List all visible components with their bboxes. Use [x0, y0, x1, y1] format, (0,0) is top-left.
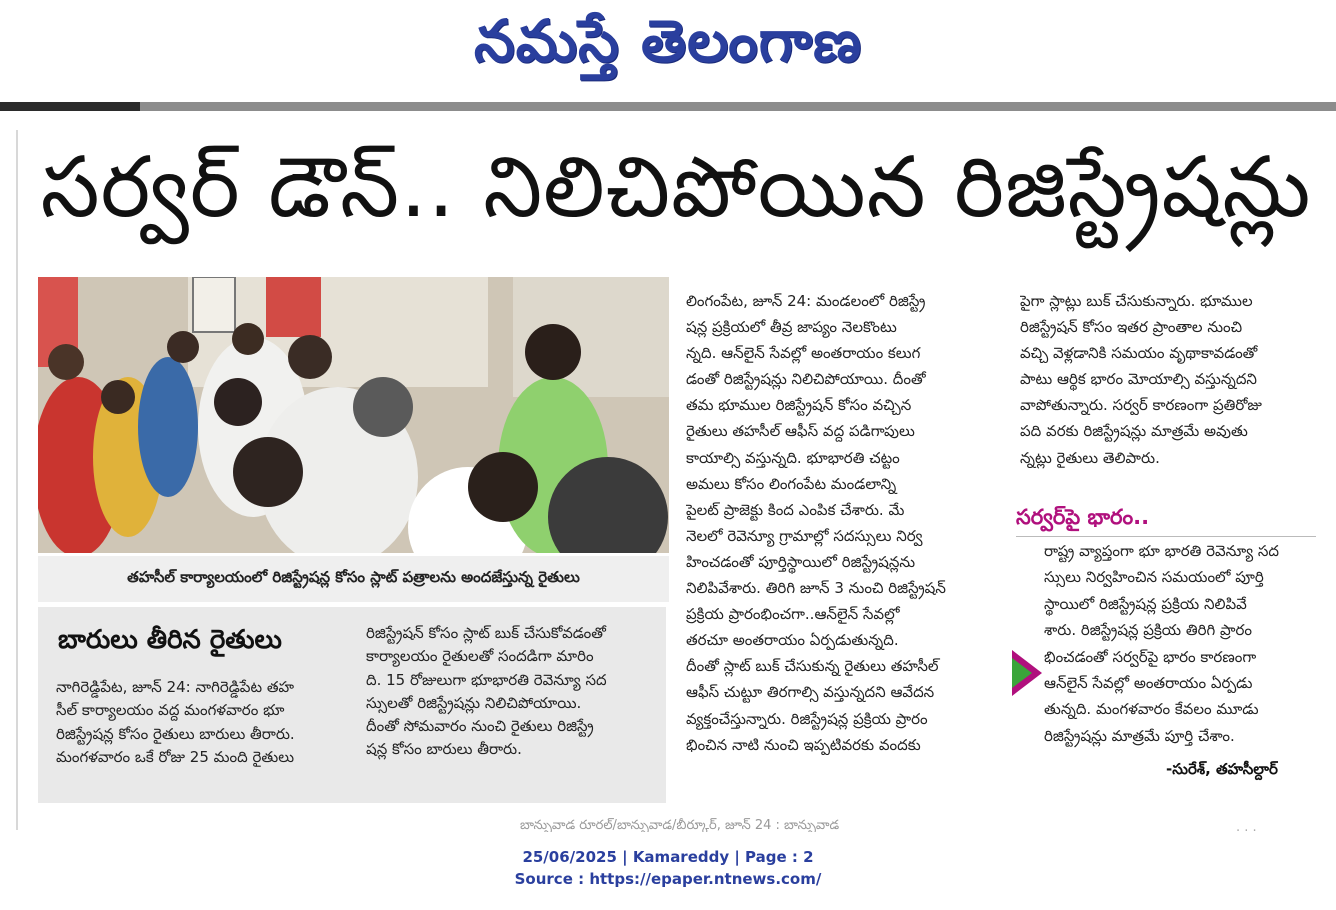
quote-line: భించడంతో సర్వర్‌పై భారం కారణంగా [1044, 647, 1257, 666]
article-line: పైగా స్లాట్లు బుక్ చేసుకున్నారు. భూముల [1020, 292, 1253, 310]
article-line: ఆఫీస్ చుట్టూ తిరగాల్సి వస్తున్నదని ఆవేదన [686, 683, 935, 702]
side-right-line: ది. 15 రోజులుగా భూభారతి రెవెన్యూ సద [366, 670, 607, 689]
quote-line: ఆన్‌లైన్ సేవల్లో అంతరాయం ఏర్పడు [1044, 674, 1253, 693]
side-left-line: నాగిరెడ్డిపేట, జూన్ 24: నాగిరెడ్డిపేట తహ [56, 678, 294, 696]
article-line: తరచూ అంతరాయం ఏర్పడుతున్నది. [686, 631, 899, 650]
article-line: వచ్చి వెళ్లడానికి సమయం వృథాకావడంతో [1020, 344, 1258, 363]
article-line: పైలట్ ప్రాజెక్టు కింద ఎంపిక చేశారు. మే [686, 500, 905, 519]
clipping-edge [16, 130, 18, 830]
quote-signoff: -సురేశ్, తహసీల్దార్ [1166, 760, 1278, 778]
article-column-1 [686, 288, 1002, 788]
article-line: నిలిపివేశారు. తిరిగి జూన్ 3 నుంచి రిజిస్ట్రేషన్ [686, 579, 946, 598]
footer-date-edition: 25/06/2025 | Kamareddy | Page : 2 [522, 848, 814, 866]
news-photo [38, 277, 669, 553]
footer-source[interactable]: Source : https://epaper.ntnews.com/ [514, 870, 822, 888]
article-line: వాపోతున్నారు. సర్వర్ కారణంగా ప్రతిరోజు [1020, 396, 1262, 415]
quote-line: తున్నది. మంగళవారం కేవలం మూడు [1044, 700, 1259, 719]
side-left-line: రిజిస్ట్రేషన్ల కోసం రైతులు బారులు తీరారు. [56, 724, 295, 743]
article-line: కాయాల్సి వస్తున్నది. భూభారతి చట్టం [686, 448, 900, 467]
article-line: ప్రక్రియ ప్రారంభించగా..ఆన్‌లైన్ సేవల్లో [686, 605, 900, 624]
arrow-marker-icon [1010, 648, 1044, 702]
article-line: హించడంతో పూర్తిస్థాయిలో రిజిస్ట్రేషన్లను [686, 552, 916, 571]
article-line: లింగంపేట, జూన్ 24: మండలంలో రిజిస్ట్రే [686, 292, 926, 310]
newspaper-logo: నమస్తే తెలంగాణ [474, 6, 862, 75]
side-story-col-right [366, 622, 658, 792]
masthead [0, 0, 1336, 96]
article-column-2 [1020, 288, 1320, 478]
quote-line: స్సులు నిర్వహించిన సమయంలో పూర్తి [1044, 568, 1264, 587]
headline: సర్వర్ డౌన్.. నిలిచిపోయిన రిజిస్ట్రేషన్లు [40, 137, 1312, 236]
article-line: భించిన నాటి నుంచి ఇప్పటివరకు వందకు [686, 735, 921, 754]
article-line: తమ భూముల రిజిస్ట్రేషన్ కోసం వచ్చిన [686, 396, 912, 415]
quote-line: రిజిస్ట్రేషన్లు మాత్రమే పూర్తి చేశాం. [1044, 726, 1235, 745]
article-line: రిజిస్ట్రేషన్ కోసం ఇతర ప్రాంతాల నుంచి [1020, 318, 1243, 337]
article-line: న్నట్లు రైతులు తెలిపారు. [1020, 448, 1160, 467]
cut-off-story-line: బాన్సువాడ రూరల్/బాన్సువాడ/బీర్కూర్, జూన్ 24 : బాన్సువాడ [520, 818, 840, 832]
article-line: న్నది. ఆన్‌లైన్ సేవల్లో అంతరాయం కలుగ [686, 344, 921, 363]
quote-line: రాష్ట్ర వ్యాప్తంగా భూ భారతి రెవెన్యూ సద [1044, 542, 1279, 560]
article-line: అమలు కోసం లింగంపేట మండలాన్ని [686, 474, 897, 493]
subhead-server-load: సర్వర్‌పై భారం.. [1016, 505, 1150, 529]
article-line: పాటు ఆర్థిక భారం మోయాల్సి వస్తున్నదని [1020, 370, 1257, 389]
cut-off-mark: . . . [1236, 820, 1257, 835]
side-left-line: సీల్ కార్యాలయం వద్ద మంగళవారం భూ [56, 701, 285, 720]
side-right-line: కార్యాలయం రైతులతో సందడిగా మారిం [366, 647, 594, 666]
side-right-line: స్సులతో రిజిస్ట్రేషన్లు నిలిచిపోయాయి. [366, 693, 582, 712]
quote-box-rule [1016, 536, 1316, 537]
article-line: నెలలో రెవెన్యూ గ్రామాల్లో సదస్సులు నిర్వ [686, 526, 923, 545]
side-right-line: రిజిస్ట్రేషన్ కోసం స్లాట్ బుక్ చేసుకోవడంతో [366, 624, 606, 642]
article-line: షన్ల ప్రక్రియలో తీవ్ర జాప్యం నెలకొంటు [686, 318, 897, 337]
article-line: రైతులు తహసీల్ ఆఫీస్ వద్ద పడిగాపులు [686, 422, 915, 441]
quote-line: శారు. రిజిస్ట్రేషన్ల ప్రక్రియ తిరిగి ప్రారం [1044, 621, 1252, 640]
quote-box [1044, 538, 1320, 750]
page-footer [0, 846, 1336, 890]
masthead-rule-grey [140, 102, 1336, 111]
masthead-rule-dark [0, 102, 140, 111]
article-line: డంతో రిజిస్ట్రేషన్లు నిలిచిపోయాయి. దీంతో [686, 370, 926, 389]
article-line: దీంతో స్లాట్ బుక్ చేసుకున్న రైతులు తహసీల్ [686, 657, 939, 676]
side-story-title: బారులు తీరిన రైతులు [58, 625, 282, 655]
side-story-col-left [56, 676, 340, 796]
article-line: వ్యక్తంచేస్తున్నారు. రిజిస్ట్రేషన్ల ప్రక్రియ ప్రారం [686, 709, 928, 728]
article-line: పది వరకు రిజిస్ట్రేషన్లు మాత్రమే అవుతు [1020, 422, 1248, 441]
photo-caption: తహసీల్ కార్యాలయంలో రిజిస్ట్రేషన్ల కోసం స్లాట్ పత్రాలను అందజేస్తున్న రైతులు [38, 556, 669, 602]
side-right-line: షన్ల కోసం బారులు తీరారు. [366, 740, 522, 759]
side-right-line: దీంతో సోమవారం నుంచి రైతులు రిజిస్ట్రే [366, 717, 594, 736]
side-left-line: మంగళవారం ఒకే రోజు 25 మంది రైతులు [56, 747, 295, 766]
quote-line: స్థాయిలో రిజిస్ట్రేషన్ల ప్రక్రియ నిలిపివే [1044, 594, 1247, 613]
